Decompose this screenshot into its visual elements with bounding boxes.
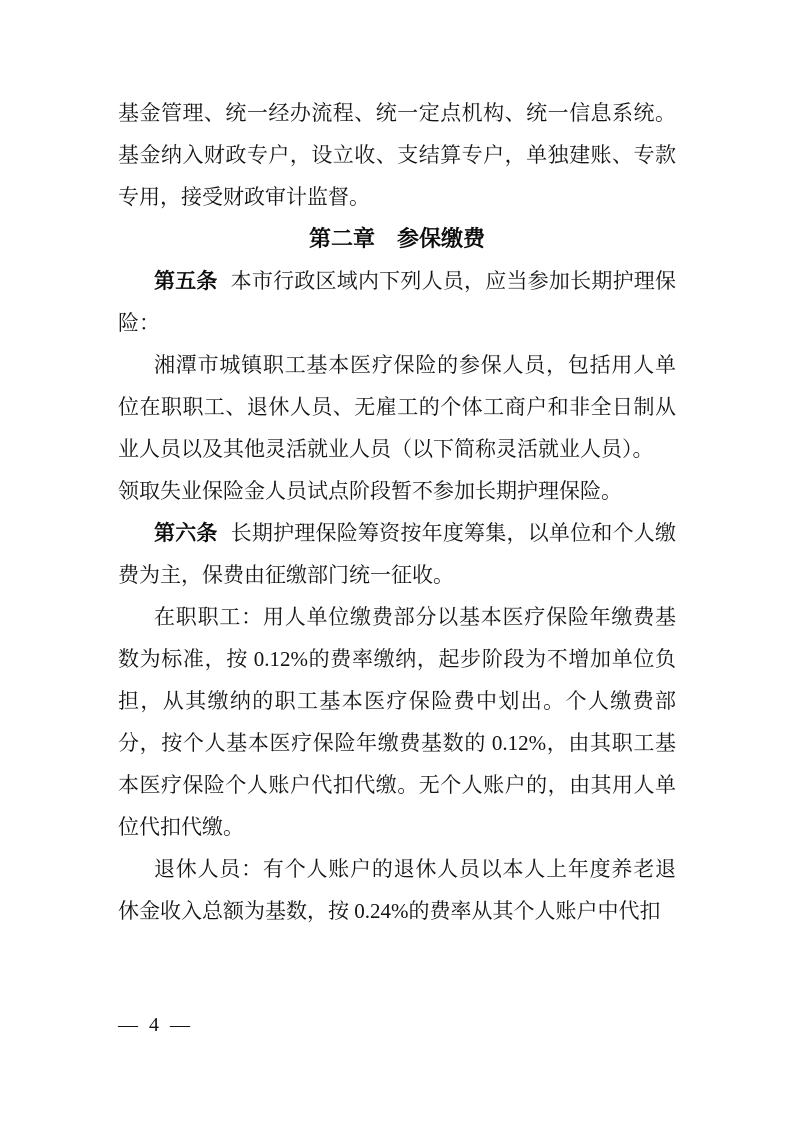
article-6-text: 长期护理保险筹资按年度筹集，以单位和个人缴费为主，保费由征缴部门统一征收。 (118, 521, 677, 587)
page-number: — 4 — (118, 1014, 193, 1036)
article-5-number: 第五条 (154, 269, 218, 293)
article-5-text: 本市行政区域内下列人员，应当参加长期护理保险： (118, 269, 677, 335)
article-6-number: 第六条 (154, 521, 218, 545)
document-body (118, 92, 676, 932)
paragraph-fund-management: 基金管理、统一经办流程、统一定点机构、统一信息系统。基金纳入财政专户，设立收、支结算专户，单独建账、专款专用，接受财政审计监督。 (118, 101, 676, 209)
chapter-heading: 第二章 参保缴费 (308, 226, 485, 251)
paragraph-unemployment-note: 领取失业保险金人员试点阶段暂不参加长期护理保险。 (118, 479, 622, 503)
paragraph-insured-scope: 湘潭市城镇职工基本医疗保险的参保人员，包括用人单位在职职工、退休人员、无雇工的个体工商户和非全日制从业人员以及其他灵活就业人员（以下简称灵活就业人员）。 (118, 353, 676, 461)
paragraph-article-5 (118, 260, 676, 344)
page-footer (118, 1012, 193, 1038)
paragraph-employee-contribution: 在职职工：用人单位缴费部分以基本医疗保险年缴费基数为标准，按 0.12%的费率缴纳，起步阶段为不增加单位负担，从其缴纳的职工基本医疗保险费中划出。个人缴费部分，按个人基本医疗保险年缴费基数的 0.12%，由其职工基本医疗保险个人账户代扣代缴。无个人账户的，由其用人单位代扣代缴。 (118, 605, 676, 839)
paragraph-article-6 (118, 512, 676, 596)
paragraph-retiree-contribution: 退休人员：有个人账户的退休人员以本人上年度养老退休金收入总额为基数，按 0.24%的费率从其个人账户中代扣 (118, 857, 676, 923)
